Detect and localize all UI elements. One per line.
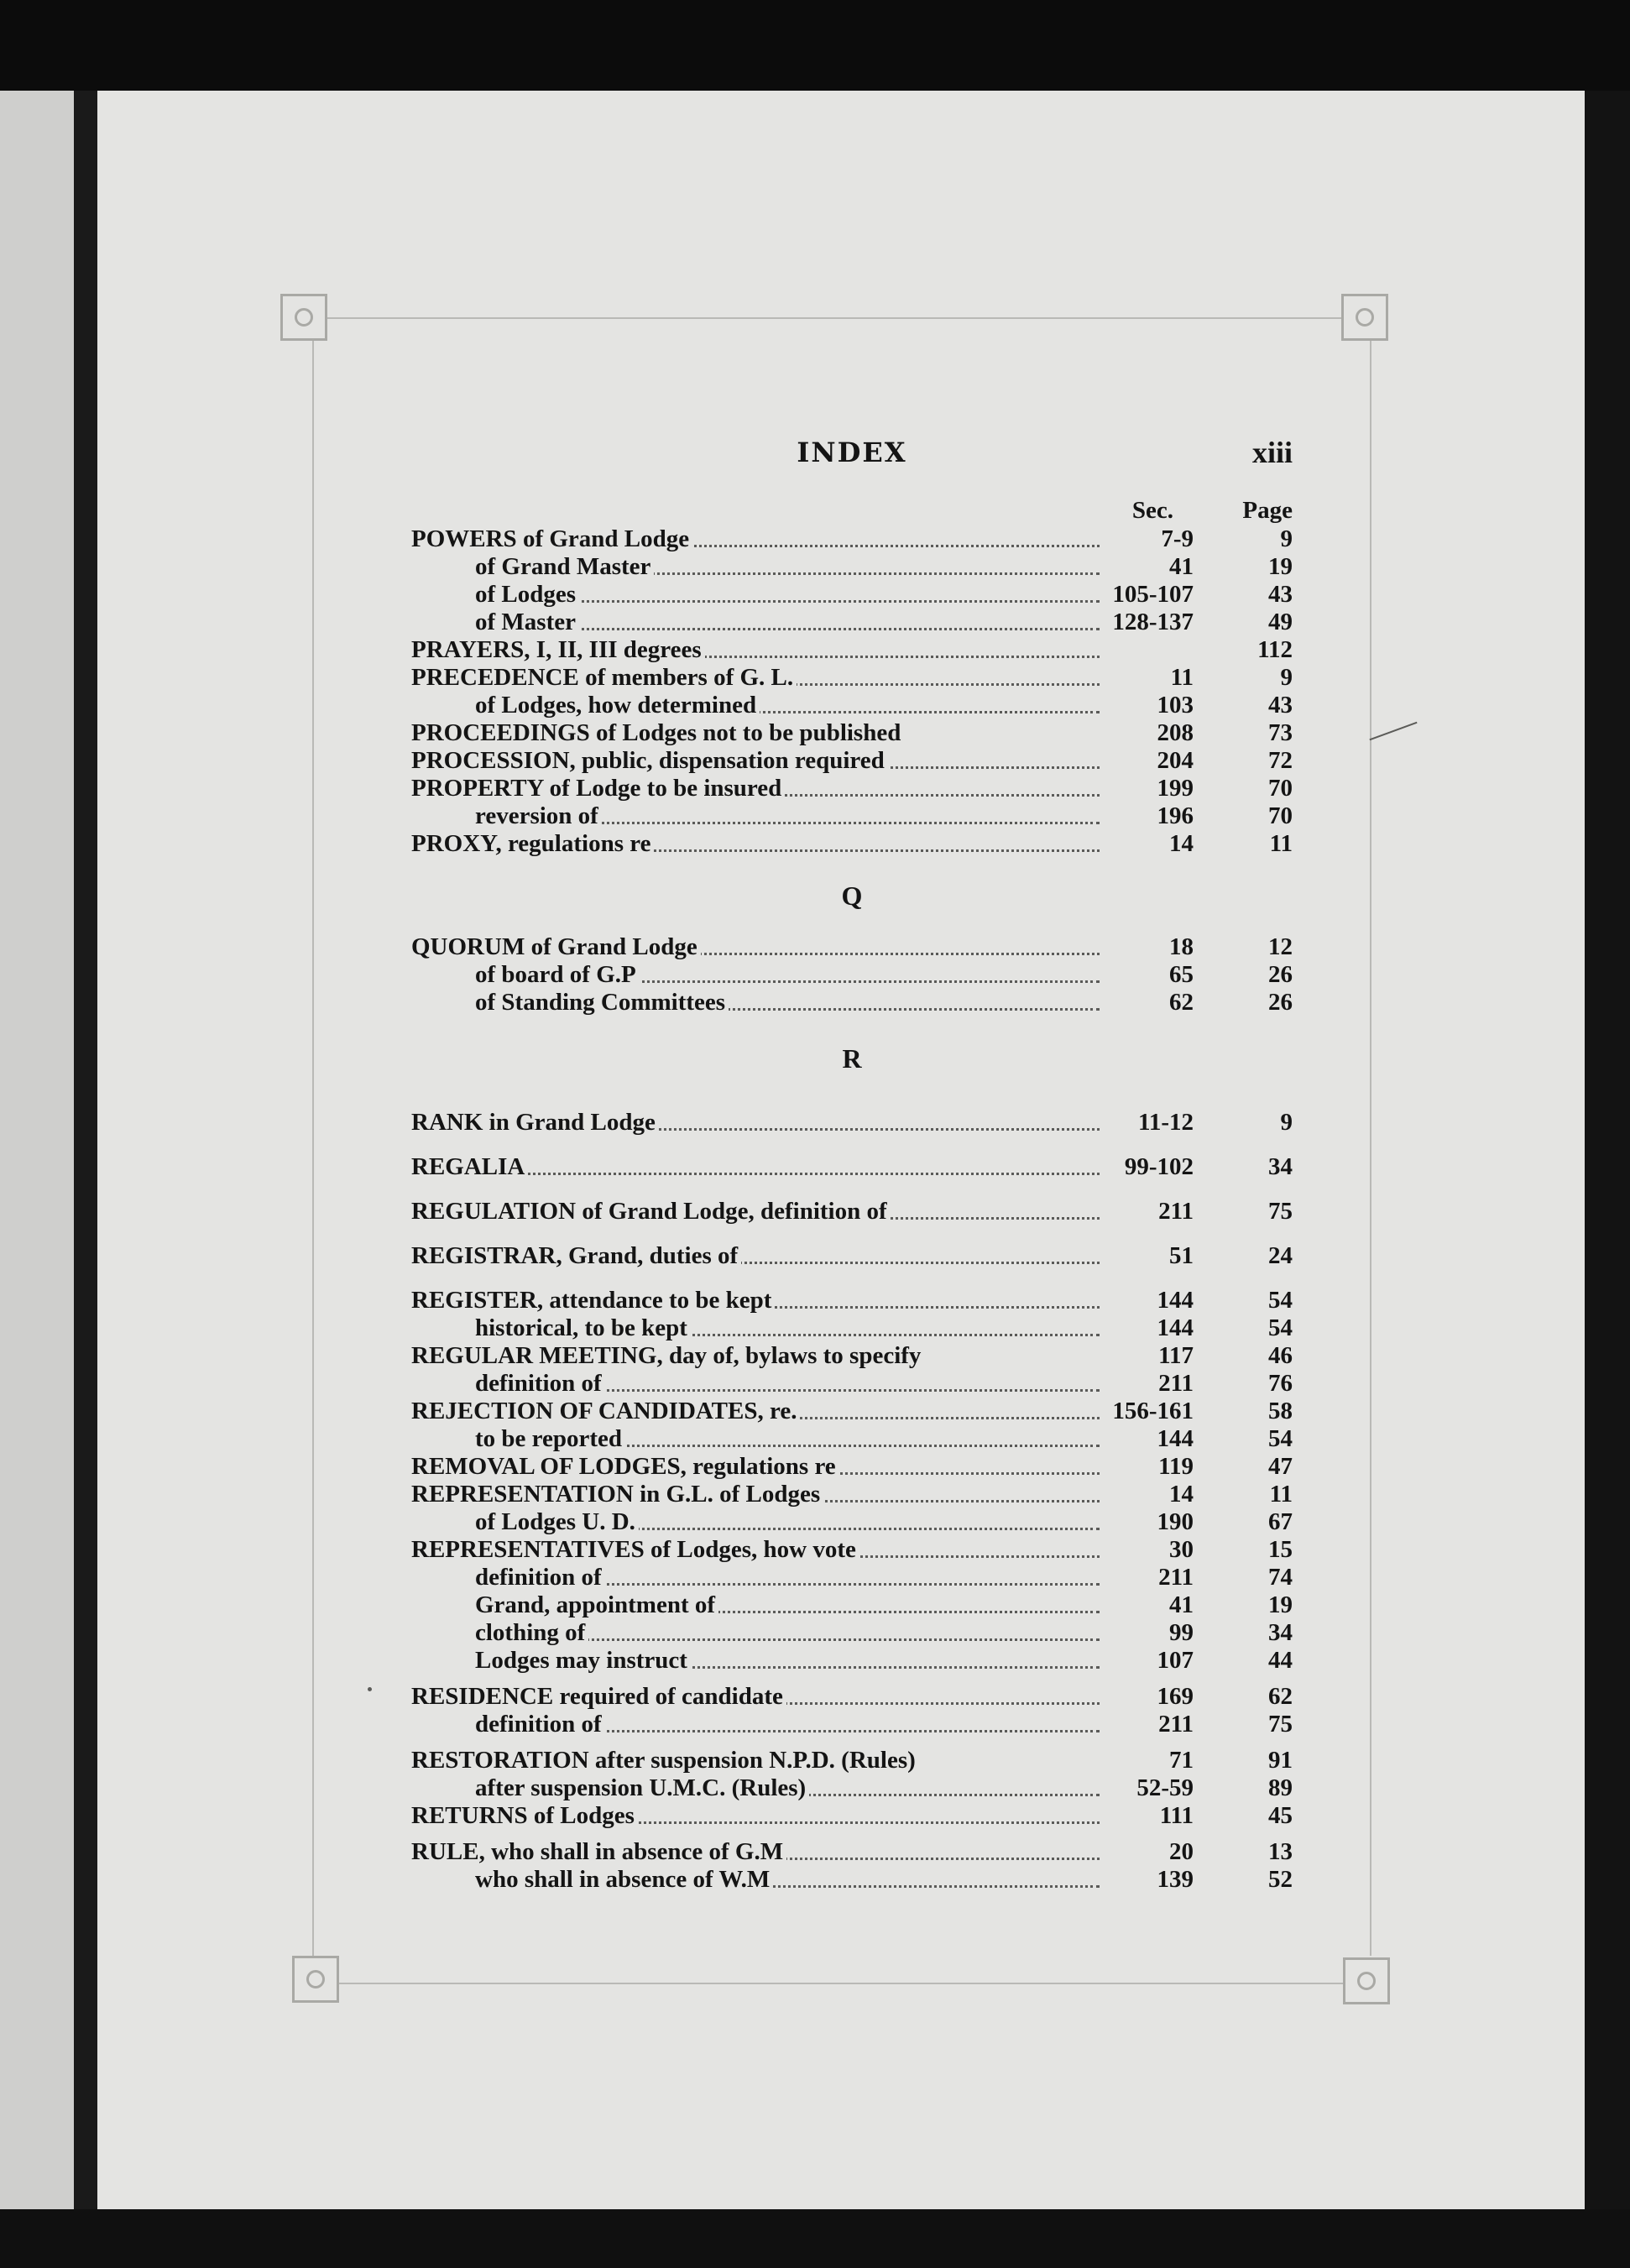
entry-text: [475, 802, 602, 829]
index-entry: [411, 719, 1293, 747]
entry-label: [411, 1747, 1100, 1774]
section-number: 11-12: [1137, 1109, 1194, 1136]
right-scan-edge: [1585, 91, 1630, 2268]
entry-label: [411, 1453, 1100, 1481]
index-entry: [411, 1425, 1293, 1453]
entry-label: [475, 553, 1100, 581]
index-entry: [411, 1647, 1293, 1675]
section-number: 144: [1157, 1314, 1194, 1341]
entry-label: [475, 1774, 1100, 1802]
entry-subtext: in Grand Lodge: [483, 1109, 656, 1136]
index-entry: [411, 553, 1293, 581]
entry-subtext: of Lodges, how vote: [644, 1536, 856, 1563]
entry-keyword: PRAYERS: [411, 636, 525, 663]
index-entry: [411, 1109, 1293, 1137]
entry-subtext: , day of, bylaws to specify: [656, 1342, 922, 1369]
entry-subtext: of Master: [475, 609, 576, 635]
entry-keyword: POWERS: [411, 525, 517, 552]
section-number: 156-161: [1112, 1398, 1194, 1424]
entry-label: [411, 1287, 1100, 1314]
frame-left-line: [312, 336, 314, 1956]
entry-subtext: required of candidate: [553, 1683, 783, 1710]
entry-subtext: in G.L. of Lodges: [633, 1481, 821, 1508]
entry-subtext: historical, to be kept: [475, 1314, 687, 1341]
page-reference: 70: [1268, 775, 1293, 802]
page-reference: 72: [1268, 747, 1293, 774]
frame-right-line: [1370, 336, 1371, 1956]
entry-label: [475, 1314, 1100, 1342]
entry-subtext: of Grand Lodge, definition of: [576, 1198, 887, 1225]
entry-subtext: , regulations re: [495, 830, 651, 857]
entry-text: [475, 989, 729, 1016]
entry-keyword: REGULATION: [411, 1198, 577, 1225]
index-entry: [411, 989, 1293, 1016]
entry-text: [475, 1370, 605, 1397]
entry-keyword: RETURNS: [411, 1802, 528, 1829]
frame-top-line: [327, 317, 1360, 319]
entry-text: [475, 1508, 639, 1535]
entry-subtext: definition of: [475, 1370, 602, 1397]
entry-keyword: REJECTION OF CANDIDATES: [411, 1398, 758, 1424]
entry-label: [411, 719, 1100, 747]
sec-column-header: Sec.: [1131, 497, 1173, 524]
section-number: 20: [1169, 1838, 1194, 1865]
entry-label: [411, 747, 1100, 775]
entry-text: [475, 1425, 625, 1452]
entry-text: [475, 581, 579, 608]
entry-keyword: PROXY: [411, 830, 496, 857]
page-reference: 19: [1268, 1591, 1293, 1618]
entry-label: [475, 989, 1100, 1016]
page-reference: 62: [1268, 1683, 1293, 1710]
index-body: [411, 525, 1293, 1894]
section-letter-heading: Q: [841, 881, 863, 911]
entry-subtext: of Lodges: [527, 1802, 635, 1829]
entry-label: [475, 1564, 1100, 1591]
index-entry: [411, 1747, 1293, 1774]
section-number: 30: [1169, 1536, 1194, 1563]
section-number: 208: [1157, 719, 1194, 746]
entry-text: [411, 1242, 741, 1269]
entry-subtext: , regulations re: [680, 1453, 836, 1480]
entry-label: [411, 664, 1100, 692]
index-entry: [411, 1342, 1293, 1370]
index-entry: [411, 1619, 1293, 1647]
index-entry: [411, 747, 1293, 775]
section-number: 105-107: [1112, 581, 1194, 608]
entry-text: [411, 1198, 891, 1225]
entry-subtext: of Grand Lodge: [516, 525, 690, 552]
entry-label: [411, 1109, 1100, 1137]
entry-label: [475, 609, 1100, 636]
entry-label: [475, 1425, 1100, 1453]
entry-text: [411, 830, 654, 857]
entry-label: [475, 802, 1100, 830]
entry-subtext: of Lodges not to be published: [589, 719, 901, 746]
section-number: 139: [1157, 1866, 1194, 1893]
entry-keyword: RESIDENCE: [411, 1683, 554, 1710]
page-reference: 54: [1268, 1287, 1293, 1314]
section-number: 52-59: [1136, 1774, 1194, 1801]
entry-label: [411, 1481, 1100, 1508]
section-number: 11: [1170, 664, 1194, 691]
entry-text: [475, 1711, 605, 1738]
section-number: 144: [1157, 1425, 1194, 1452]
index-entry: [411, 1453, 1293, 1481]
section-number: 211: [1158, 1370, 1194, 1397]
entry-text: [475, 1647, 691, 1674]
frame-corner-ornament: [1343, 1957, 1390, 2004]
index-entry: [411, 1866, 1293, 1894]
entry-label: [411, 775, 1100, 802]
entry-keyword: REGULAR MEETING: [411, 1342, 657, 1369]
section-number: 14: [1169, 830, 1194, 857]
page-reference: 9: [1280, 1109, 1293, 1136]
section-number: 71: [1169, 1747, 1194, 1774]
entry-text: [475, 553, 654, 580]
section-number: 62: [1169, 989, 1194, 1016]
page-reference: 76: [1268, 1370, 1293, 1397]
page-reference: 9: [1280, 664, 1293, 691]
page-reference: 70: [1268, 802, 1293, 829]
index-entry: [411, 775, 1293, 802]
section-number: 51: [1169, 1242, 1194, 1269]
index-entry: [411, 1153, 1293, 1181]
entry-label: [411, 1198, 1100, 1225]
page-reference: 54: [1268, 1425, 1293, 1452]
entry-keyword: REPRESENTATIVES: [411, 1536, 645, 1563]
index-group: [411, 1016, 1293, 1894]
entry-text: [411, 1342, 924, 1369]
entry-label: [475, 1711, 1100, 1738]
entry-subtext: of Lodges, how determined: [475, 692, 757, 719]
section-number: 117: [1158, 1342, 1194, 1369]
index-entry: [411, 1398, 1293, 1425]
page-reference: 43: [1268, 692, 1293, 719]
index-entry: [411, 1536, 1293, 1564]
index-entry: [411, 1370, 1293, 1398]
entry-subtext: definition of: [475, 1711, 602, 1738]
entry-subtext: to be reported: [475, 1425, 623, 1452]
entry-keyword: PROCESSION: [411, 747, 570, 774]
entry-subtext: , re.: [757, 1398, 797, 1424]
entry-label: [411, 1536, 1100, 1564]
section-number: 199: [1157, 775, 1194, 802]
entry-label: [411, 830, 1100, 858]
entry-text: [475, 692, 760, 719]
page-column-header: Page: [1242, 497, 1293, 524]
entry-keyword: QUORUM: [411, 933, 525, 960]
entry-text: [411, 1838, 786, 1865]
entry-subtext: , attendance to be kept: [536, 1287, 772, 1314]
index-entry: [411, 961, 1293, 989]
entry-subtext: of board of G.P: [475, 961, 636, 988]
entry-keyword: REGISTER: [411, 1287, 537, 1314]
page-reference: 9: [1280, 525, 1293, 552]
entry-text: [411, 933, 701, 960]
entry-label: [475, 1619, 1100, 1647]
entry-text: [411, 1536, 859, 1563]
index-entry: [411, 830, 1293, 858]
section-number: 211: [1158, 1198, 1194, 1225]
entry-keyword: RANK: [411, 1109, 483, 1136]
entry-keyword: RULE: [411, 1838, 479, 1865]
page-reference: 75: [1268, 1711, 1293, 1738]
entry-label: [475, 1370, 1100, 1398]
entry-text: [411, 1683, 786, 1710]
facing-page-edge: [0, 91, 81, 2268]
entry-text: [411, 1109, 659, 1136]
section-number: 99-102: [1124, 1153, 1194, 1180]
section-number: 119: [1158, 1453, 1194, 1480]
entry-label: [411, 933, 1100, 961]
entry-keyword: PROCEEDINGS: [411, 719, 590, 746]
entry-subtext: , Grand, duties of: [556, 1242, 739, 1269]
binding-shadow: [74, 91, 97, 2268]
entry-text: [411, 1287, 775, 1314]
entry-subtext: after suspension U.M.C. (Rules): [475, 1774, 807, 1801]
frame-corner-ornament: [1341, 294, 1388, 341]
section-number: 18: [1169, 933, 1194, 960]
page-reference: 11: [1269, 830, 1293, 857]
entry-label: [475, 1591, 1100, 1619]
section-number: 14: [1169, 1481, 1194, 1508]
entry-label: [411, 1683, 1100, 1711]
index-entry: [411, 1508, 1293, 1536]
entry-subtext: of Lodges U. D.: [475, 1508, 635, 1535]
entry-label: [475, 581, 1100, 609]
section-number: 41: [1169, 553, 1194, 580]
index-entry: [411, 664, 1293, 692]
entry-text: [411, 636, 705, 663]
index-entry: [411, 1314, 1293, 1342]
entry-label: [411, 1342, 1100, 1370]
section-number: 41: [1169, 1591, 1194, 1618]
entry-keyword: PRECEDENCE: [411, 664, 579, 691]
entry-text: [411, 1747, 919, 1774]
entry-label: [475, 1508, 1100, 1536]
entry-keyword: REGISTRAR: [411, 1242, 556, 1269]
entry-subtext: of members of G. L.: [578, 664, 794, 691]
entry-text: [411, 664, 797, 691]
index-heading: INDEX: [797, 436, 907, 468]
page-reference: 73: [1268, 719, 1293, 746]
entry-subtext: of Grand Master: [475, 553, 651, 580]
entry-text: [411, 775, 785, 802]
entry-label: [411, 1153, 1100, 1181]
index-entry: [411, 609, 1293, 636]
entry-text: [475, 1774, 809, 1801]
index-entry: [411, 692, 1293, 719]
entry-keyword: REMOVAL OF LODGES: [411, 1453, 681, 1480]
entry-subtext: reversion of: [475, 802, 598, 829]
page-reference: 26: [1268, 961, 1293, 988]
section-number: 7-9: [1161, 525, 1194, 552]
page-reference: 34: [1268, 1619, 1293, 1646]
entry-subtext: Lodges may instruct: [475, 1647, 687, 1674]
page-reference: 54: [1268, 1314, 1293, 1341]
entry-text: [475, 1564, 605, 1591]
entry-text: [475, 961, 640, 988]
index-entry: [411, 636, 1293, 664]
page-reference: 75: [1268, 1198, 1293, 1225]
entry-subtext: , public, dispensation required: [569, 747, 885, 774]
scan-bottom-edge: [0, 2209, 1630, 2268]
entry-text: [411, 1398, 800, 1424]
section-number: 211: [1158, 1711, 1194, 1738]
section-number: 190: [1157, 1508, 1194, 1535]
entry-text: [411, 747, 888, 774]
entry-subtext: definition of: [475, 1564, 602, 1591]
page-reference: 46: [1268, 1342, 1293, 1369]
section-letter-heading: R: [842, 1043, 862, 1074]
index-page: [411, 436, 1293, 1894]
section-number: 211: [1158, 1564, 1194, 1591]
entry-label: [411, 525, 1100, 553]
entry-text: [475, 1866, 773, 1893]
page-reference: 67: [1268, 1508, 1293, 1535]
section-number: 196: [1157, 802, 1194, 829]
entry-subtext: clothing of: [475, 1619, 586, 1646]
index-entry: [411, 933, 1293, 961]
page-reference: 15: [1268, 1536, 1293, 1563]
index-entry: [411, 1591, 1293, 1619]
entry-label: [411, 636, 1100, 664]
page-reference: 44: [1268, 1647, 1293, 1674]
page-reference: 58: [1268, 1398, 1293, 1424]
section-number: 204: [1157, 747, 1194, 774]
entry-label: [475, 692, 1100, 719]
index-entry: [411, 1198, 1293, 1225]
section-number: 169: [1157, 1683, 1194, 1710]
entry-subtext: of Grand Lodge: [525, 933, 697, 960]
index-entry: [411, 1838, 1293, 1866]
page-reference: 112: [1257, 636, 1293, 663]
section-number: 111: [1159, 1802, 1194, 1829]
entry-text: [411, 525, 692, 552]
section-number: 144: [1157, 1287, 1194, 1314]
page-reference: 45: [1268, 1802, 1293, 1829]
entry-keyword: REGALIA: [411, 1153, 525, 1180]
entry-text: [475, 1591, 718, 1618]
entry-label: [411, 1802, 1100, 1830]
entry-label: [475, 1647, 1100, 1675]
scan-speck: [368, 1687, 372, 1691]
entry-text: [411, 719, 904, 746]
page-reference: 26: [1268, 989, 1293, 1016]
page-reference: 11: [1269, 1481, 1293, 1508]
index-entry: [411, 1481, 1293, 1508]
page-reference: 89: [1268, 1774, 1293, 1801]
entry-keyword: RESTORATION: [411, 1747, 589, 1774]
entry-text: [411, 1453, 839, 1480]
section-number: 128-137: [1112, 609, 1194, 635]
entry-subtext: , I, II, III degrees: [524, 636, 702, 663]
entry-subtext: of Lodges: [475, 581, 577, 608]
page-reference: 13: [1268, 1838, 1293, 1865]
index-entry: [411, 1802, 1293, 1830]
entry-label: [411, 1838, 1100, 1866]
section-number: 99: [1169, 1619, 1194, 1646]
entry-label: [411, 1398, 1100, 1425]
index-entry: [411, 525, 1293, 553]
entry-text: [411, 1481, 823, 1508]
index-entry: [411, 1564, 1293, 1591]
entry-label: [475, 1866, 1100, 1894]
index-group: [411, 858, 1293, 1016]
section-number: 107: [1157, 1647, 1194, 1674]
page-reference: 74: [1268, 1564, 1293, 1591]
page-reference: 24: [1268, 1242, 1293, 1269]
entry-label: [475, 961, 1100, 989]
entry-text: [475, 1619, 588, 1646]
entry-subtext: of Lodge to be insured: [543, 775, 782, 802]
entry-subtext: of Standing Committees: [475, 989, 726, 1016]
entry-subtext: who shall in absence of W.M: [475, 1866, 771, 1893]
page-reference: 12: [1268, 933, 1293, 960]
column-headers: [411, 495, 1293, 525]
index-entry: [411, 581, 1293, 609]
index-entry: [411, 1774, 1293, 1802]
page-reference: 47: [1268, 1453, 1293, 1480]
page-reference: 91: [1268, 1747, 1293, 1774]
frame-corner-ornament: [292, 1956, 339, 2003]
section-number: 65: [1169, 961, 1194, 988]
page-header: [411, 436, 1293, 495]
page-reference: 34: [1268, 1153, 1293, 1180]
entry-label: [411, 1242, 1100, 1270]
entry-keyword: REPRESENTATION: [411, 1481, 634, 1508]
frame-corner-ornament: [280, 294, 327, 341]
index-entry: [411, 1242, 1293, 1270]
index-entry: [411, 1683, 1293, 1711]
entry-subtext: after suspension N.P.D. (Rules): [588, 1747, 916, 1774]
index-entry: [411, 802, 1293, 830]
entry-text: [475, 1314, 691, 1341]
entry-keyword: PROPERTY: [411, 775, 544, 802]
page-number: xiii: [1251, 436, 1293, 469]
frame-bottom-line: [336, 1983, 1368, 1984]
index-entry: [411, 1711, 1293, 1738]
page-reference: 19: [1268, 553, 1293, 580]
entry-subtext: , who shall in absence of G.M: [478, 1838, 784, 1865]
page-reference: 49: [1268, 609, 1293, 635]
section-number: 103: [1157, 692, 1194, 719]
entry-subtext: Grand, appointment of: [475, 1591, 716, 1618]
page-reference: 52: [1268, 1866, 1293, 1893]
page-reference: 43: [1268, 581, 1293, 608]
index-group: [411, 525, 1293, 858]
index-entry: [411, 1287, 1293, 1314]
entry-text: [475, 609, 579, 635]
entry-text: [411, 1153, 528, 1180]
entry-text: [411, 1802, 638, 1829]
